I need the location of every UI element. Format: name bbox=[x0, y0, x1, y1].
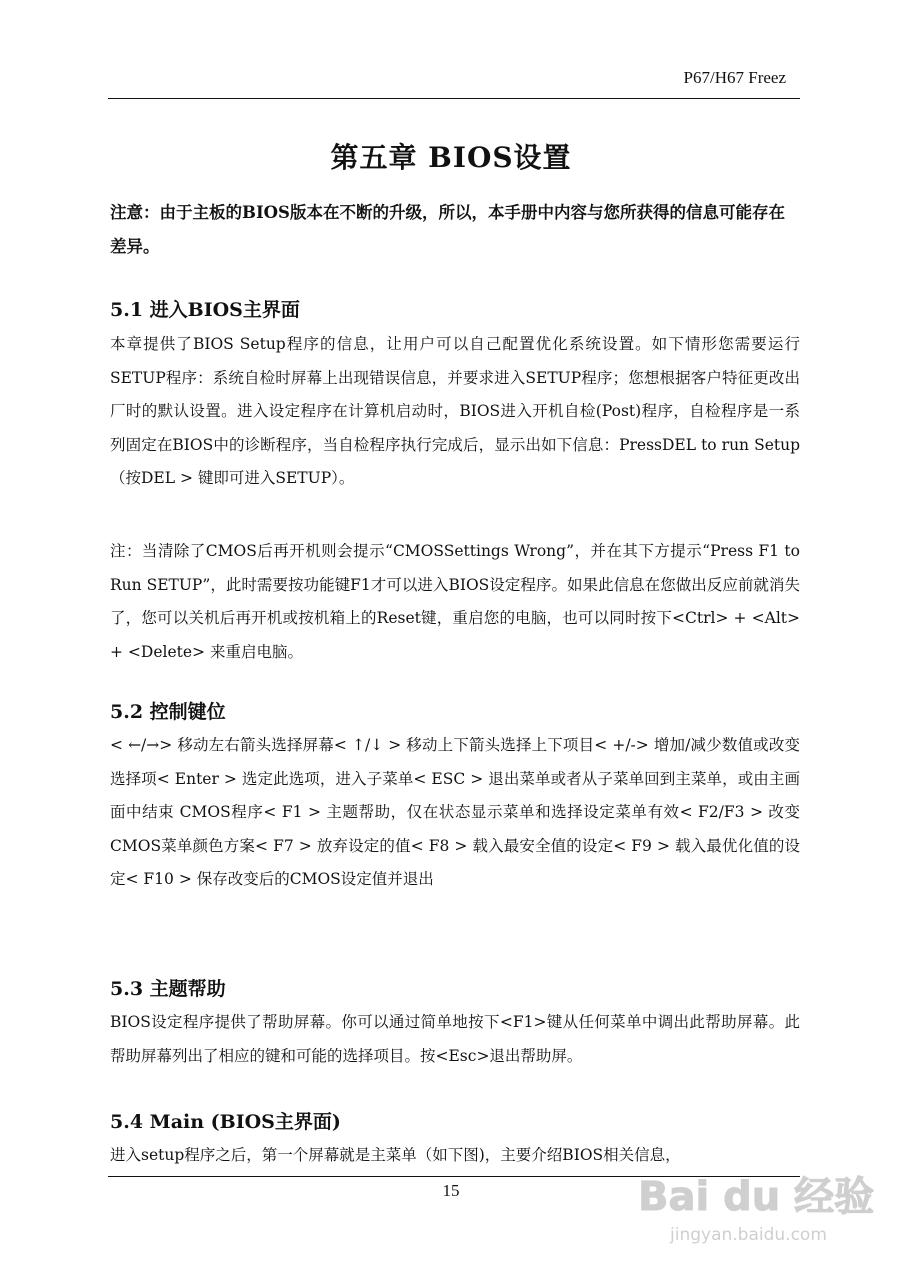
section-5-1-paragraph-1: 本章提供了BIOS Setup程序的信息，让用户可以自己配置优化系统设置。如下情形您需要运行SETUP程序：系统自检时屏幕上出现错误信息，并要求进入SETUP程序；您想根据客户特征更改出厂时的默认设置。进入设定程序在计算机启动时，BIOS进入开机自检(Post)程序，自检程序是一系列固定在BIOS中的诊断程序，当自检程序执行完成后，显示出如下信息：PressDEL to run Setup（按DEL > 键即可进入SETUP）。 bbox=[110, 335, 800, 487]
baidu-watermark-logo bbox=[634, 1160, 875, 1250]
section-5-4-paragraph-1: 进入setup程序之后，第一个屏幕就是主菜单（如下图)，主要介绍BIOS相关信息， bbox=[110, 1146, 681, 1164]
chapter-title: 第五章 BIOS设置 bbox=[330, 141, 572, 174]
section-5-2-paragraph-1: < ←/→> 移动左右箭头选择屏幕< ↑/↓ > 移动上下箭头选择上下项目< +/-> 增加/减少数值或改变选择项< Enter > 选定此选项，进入子菜单< ESC > 退出菜单或者从子菜单回到主菜单，或由主画面中结束 CMOS程序< F1 > 主题帮助，仅在状态显示菜单和选择设定菜单有效< F2/F3 > 改变CMOS菜单颜色方案< F7 > 放弃设定的值< F8 > 载入最安全值的设定< F9 > 载入最优化值的设定< F10 > 保存改变后的CMOS设定值并退出 bbox=[110, 736, 800, 888]
section-heading-5-2: 5.2 控制键位 bbox=[110, 701, 226, 723]
section-heading-5-4: 5.4 Main (BIOS主界面) bbox=[110, 1111, 341, 1133]
header-title: P67/H67 Freez bbox=[683, 68, 786, 87]
watermark-url: jingyan.baidu.com bbox=[670, 1225, 827, 1245]
header-divider bbox=[108, 98, 800, 99]
section-5-1-paragraph-2: 注：当清除了CMOS后再开机则会提示“CMOSSettings Wrong”，并在其下方提示“Press F1 to Run SETUP”，此时需要按功能键F1才可以进入BIOS设定程序。如果此信息在您做出反应前就消失了，您可以关机后再开机或按机箱上的Reset键，重启您的电脑，也可以同时按下<Ctrl> + <Alt> + <Delete> 来重启电脑。 bbox=[110, 542, 800, 661]
page-number: 15 bbox=[442, 1181, 460, 1200]
section-5-3-paragraph-1: BIOS设定程序提供了帮助屏幕。你可以通过简单地按下<F1>键从任何菜单中调出此帮助屏幕。此帮助屏幕列出了相应的键和可能的选择项目。按<Esc>退出帮助屏。 bbox=[110, 1013, 800, 1065]
section-heading-5-1: 5.1 进入BIOS主界面 bbox=[110, 299, 300, 321]
notice-text: 注意：由于主板的BIOS版本在不断的升级，所以，本手册中内容与您所获得的信息可能存在差异。 bbox=[110, 203, 785, 256]
watermark-brand: Bai du 经验 bbox=[638, 1174, 875, 1220]
section-heading-5-3: 5.3 主题帮助 bbox=[110, 978, 226, 1000]
